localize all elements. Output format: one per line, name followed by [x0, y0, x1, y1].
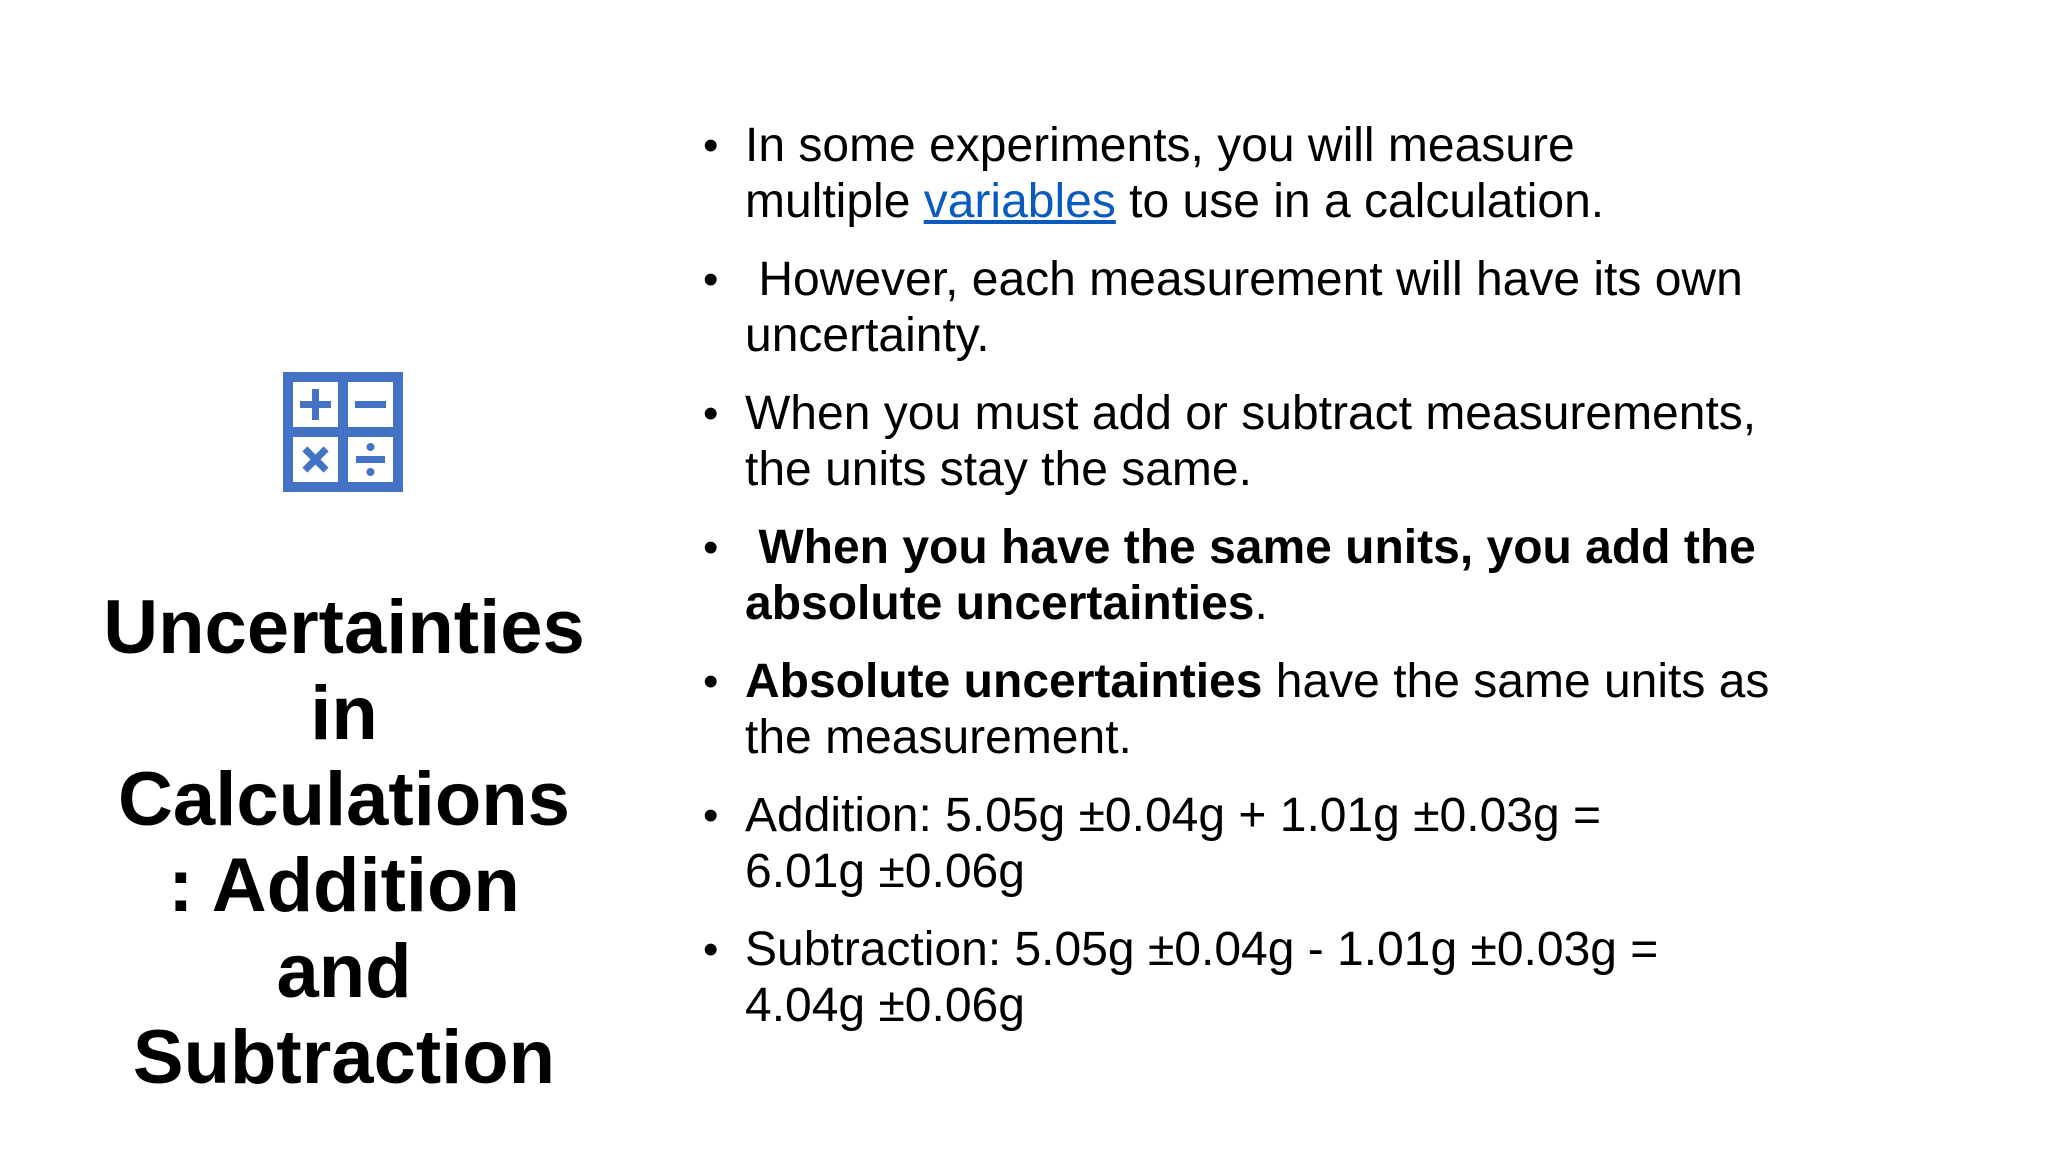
- bullet-item: [700, 922, 1960, 1034]
- bullet-item: [700, 788, 1960, 900]
- title-line: in: [310, 671, 378, 756]
- bullet-item: [700, 654, 1960, 766]
- bullet-text-segment: absolute uncertainties: [745, 577, 1255, 630]
- bullet-text-segment: 6.01g ±0.06g: [745, 845, 1025, 898]
- title-line: and: [276, 929, 412, 1014]
- bullet-text: [745, 520, 1960, 632]
- title-line: : Addition: [168, 843, 520, 928]
- bullet-text-segment: have the same units as: [1262, 655, 1770, 708]
- bullet-item: [700, 386, 1960, 498]
- title-line: Uncertainties: [103, 585, 585, 670]
- bullet-text: [745, 252, 1960, 364]
- bullet-item: [700, 118, 1960, 230]
- bullet-text: [745, 118, 1960, 230]
- bullet-item: [700, 520, 1960, 632]
- variables-link[interactable]: variables: [923, 175, 1116, 228]
- bullet-list: [700, 118, 1960, 1056]
- bullet-text-segment: When you have the same units, you add the: [745, 521, 1756, 574]
- bullet-dot-icon: •: [703, 925, 719, 974]
- bullet-item: [700, 252, 1960, 364]
- bullet-text-segment: However, each measurement will have its own: [745, 253, 1743, 306]
- bullet-text-segment: multiple: [745, 175, 924, 228]
- bullet-text: [745, 788, 1960, 900]
- bullet-text: [745, 922, 1960, 1034]
- bullet-dot-icon: •: [703, 255, 719, 304]
- title-line: Subtraction: [132, 1015, 556, 1100]
- calculator-icon: [283, 372, 403, 492]
- bullet-text-segment: 4.04g ±0.06g: [745, 979, 1025, 1032]
- title-line: Calculations: [118, 757, 570, 842]
- bullet-dot-icon: •: [703, 791, 719, 840]
- bullet-text-segment: Absolute uncertainties: [745, 655, 1263, 708]
- bullet-dot-icon: •: [703, 523, 719, 572]
- bullet-dot-icon: •: [703, 657, 719, 706]
- slide-title: [70, 585, 618, 1101]
- bullet-text-segment: the measurement.: [745, 711, 1132, 764]
- bullet-text: [745, 386, 1960, 498]
- bullet-dot-icon: •: [703, 121, 719, 170]
- bullet-text-segment: Addition: 5.05g ±0.04g + 1.01g ±0.03g =: [745, 789, 1602, 842]
- bullet-text-segment: .: [1254, 577, 1268, 630]
- bullet-text: [745, 654, 1960, 766]
- bullet-text-segment: the units stay the same.: [745, 443, 1252, 496]
- bullet-dot-icon: •: [703, 389, 719, 438]
- bullet-text-segment: uncertainty.: [745, 309, 990, 362]
- bullet-text-segment: to use in a calculation.: [1115, 175, 1605, 228]
- bullet-text-segment: When you must add or subtract measurements,: [745, 387, 1757, 440]
- bullet-text-segment: Subtraction: 5.05g ±0.04g - 1.01g ±0.03g =: [745, 923, 1659, 976]
- bullet-text-segment: In some experiments, you will measure: [745, 119, 1575, 172]
